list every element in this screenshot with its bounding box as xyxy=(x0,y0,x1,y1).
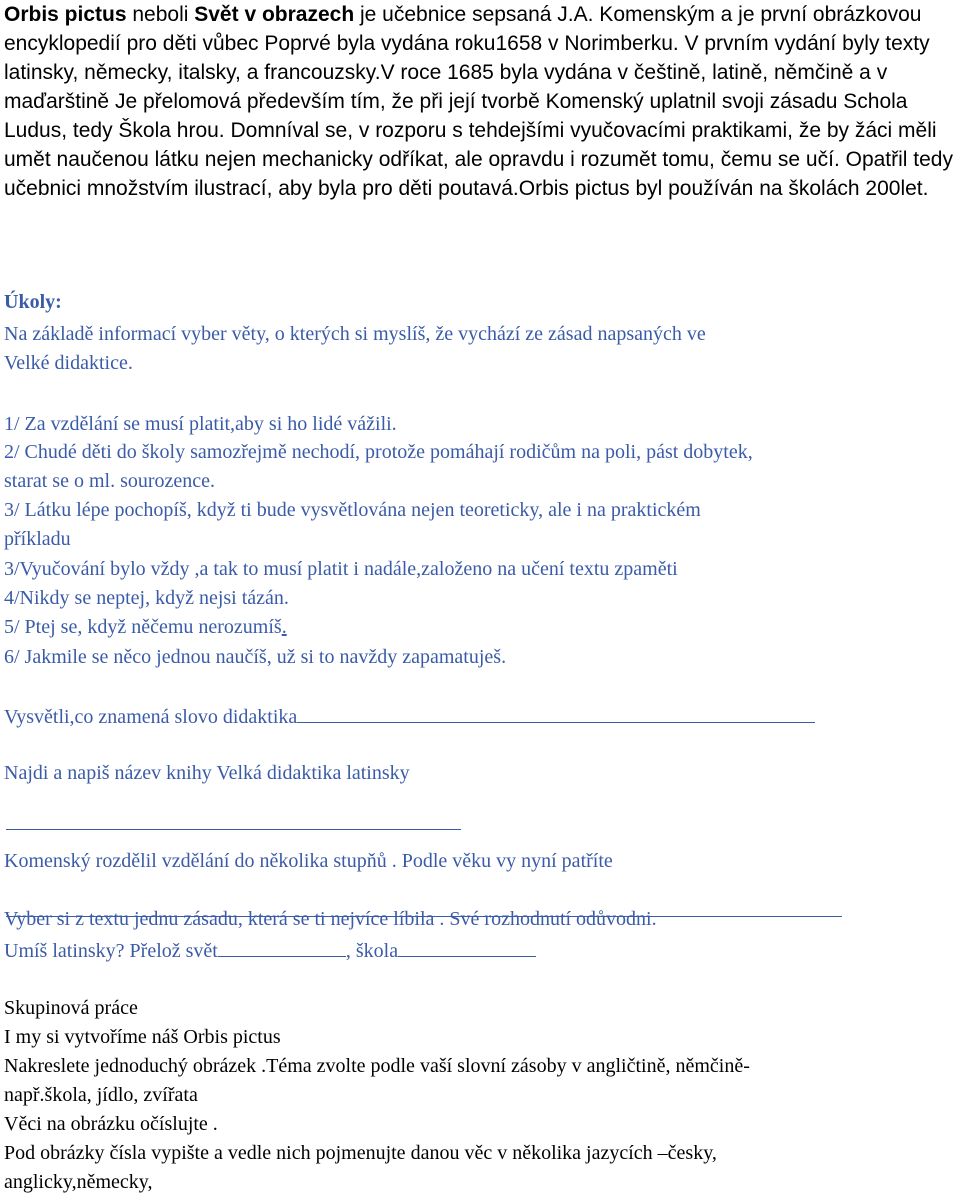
question-4: Vyber si z textu jednu zásadu, která se ti nejvíce líbila . Své rozhodnutí odůvodni. xyxy=(4,908,657,930)
group-work-line-2: I my si vytvoříme náš Orbis pictus xyxy=(4,1026,281,1048)
statement-5: 4/Nikdy se neptej, když nejsi tázán. xyxy=(4,587,289,609)
intro-bold-title: Orbis pictus xyxy=(4,3,127,26)
intro-text-2: je učebnice sepsaná J.A. Komenským a je první obrázkovou encyklopedií pro děti vůbec Poprvé byla vydána roku1658 v Norimberku. V prvním vydání byly texty latinsky, německy, italsky, a francouzsky.V roce 1685 byla vydána v češtině, latině, němčině a v maďarštině Je přelomová především tím, že při její tvorbě Komenský uplatnil svoji zásadu Schola Ludus, tedy Škola hrou. Domníval se, v rozporu s tehdejšími vyučovacími praktikami, že by žáci měli umět naučenou látku nejen mechanicky odříkat, ale opravdu i rozumět tomu, čemu se učí. Opatřil tedy učebnici množstvím ilustrací, aby byla pro děti poutavá.Orbis pictus byl používán na školách 200let. xyxy=(4,3,953,200)
tasks-instruction-line-2: Velké didaktice. xyxy=(4,352,133,374)
statement-3-line-2: příkladu xyxy=(4,528,71,550)
group-work-line-6: Pod obrázky čísla vypište a vedle nich pojmenujte danou věc v několika jazycích –česky, xyxy=(4,1142,717,1164)
answer-blank-skola[interactable] xyxy=(398,935,536,957)
statement-6-text: 5/ Ptej se, když něčemu nerozumíš xyxy=(4,616,282,638)
statement-2-line-2: starat se o ml. sourozence. xyxy=(4,470,216,492)
tasks-instruction-line-1: Na základě informací vyber věty, o kterých si myslíš, že vychází ze zásad napsaných ve xyxy=(4,323,706,345)
intro-bold-subtitle: Svět v obrazech xyxy=(194,3,355,26)
question-5-text-a: Umíš latinsky? Přelož svět xyxy=(4,940,218,962)
statement-6 xyxy=(4,613,287,642)
group-work-line-3: Nakreslete jednoduchý obrázek .Téma zvolte podle vaší slovní zásoby v angličtině, němčině- xyxy=(4,1055,750,1077)
group-work-line-5: Věci na obrázku očíslujte . xyxy=(4,1113,218,1135)
answer-blank-svet[interactable] xyxy=(218,935,346,957)
question-3: Komenský rozdělil vzdělání do několika stupňů . Podle věku vy nyní patříte xyxy=(4,850,613,872)
statement-7: 6/ Jakmile se něco jednou naučíš, už si to navždy zapamatuješ. xyxy=(4,646,507,668)
group-work-line-7: anglicky,německy, xyxy=(4,1171,153,1193)
statement-4: 3/Vyučování bylo vždy ,a tak to musí platit i nadále,založeno na učení textu zpaměti xyxy=(4,558,678,580)
question-1 xyxy=(4,701,815,732)
answer-blank-1[interactable] xyxy=(297,701,815,723)
intro-paragraph xyxy=(4,0,958,203)
question-5-text-b: , škola xyxy=(345,940,399,962)
question-2: Najdi a napiš název knihy Velká didaktika latinsky xyxy=(4,762,410,784)
answer-line-2[interactable] xyxy=(6,808,461,835)
question-5 xyxy=(4,935,536,966)
tasks-heading: Úkoly: xyxy=(4,291,62,313)
statement-2-line-1: 2/ Chudé děti do školy samozřejmě nechodí, protože pomáhají rodičům na poli, pást dobytek, xyxy=(4,441,753,463)
question-1-text: Vysvětli,co znamená slovo didaktika xyxy=(4,706,298,728)
group-work-line-4: např.škola, jídlo, zvířata xyxy=(4,1084,198,1106)
statement-3-line-1: 3/ Látku lépe pochopíš, když ti bude vysvětlována nejen teoreticky, ale i na praktickém xyxy=(4,499,701,521)
intro-text-1: neboli xyxy=(126,3,195,26)
statement-1: 1/ Za vzdělání se musí platit,aby si ho lidé vážili. xyxy=(4,413,397,435)
statement-6-period: . xyxy=(281,616,287,638)
group-work-heading: Skupinová práce xyxy=(4,997,138,1019)
